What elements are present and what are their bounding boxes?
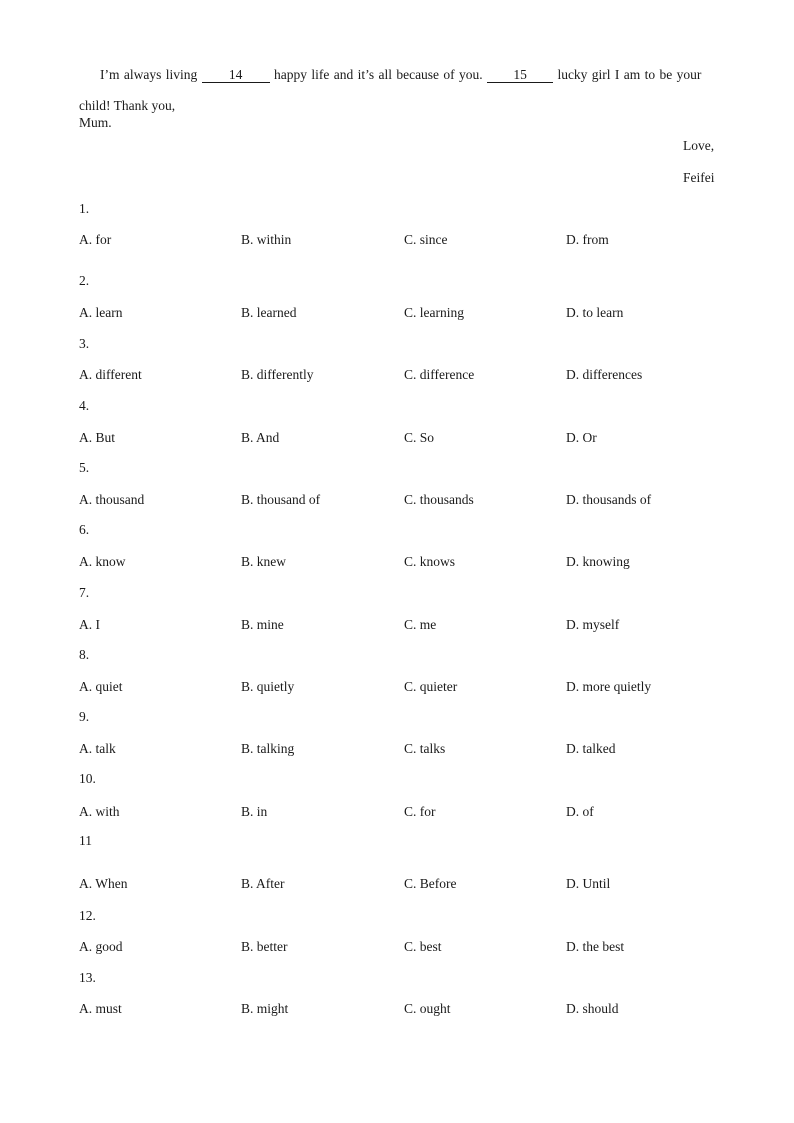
option-c: C. me [404,617,437,632]
option-d: D. differences [566,367,643,382]
option-a: A. different [79,367,142,382]
passage-text-a: I’m always living [100,67,202,82]
option-c: C. knows [404,554,456,569]
closing-signature: Feifei [683,170,715,185]
option-a: A. learn [79,305,123,320]
option-c: C. Before [404,876,457,891]
option-d: D. should [566,1001,619,1016]
blank-15: 15 [487,68,553,83]
closing-love: Love, [683,138,715,153]
option-b: B. differently [241,367,314,382]
option-a: A. good [79,939,123,954]
option-b: B. better [241,939,288,954]
option-d: D. thousands of [566,492,652,507]
option-a: A. When [79,876,128,891]
option-b: B. talking [241,741,295,756]
question-number: 9. [79,709,90,724]
question-number: 4. [79,398,90,413]
option-c: C. for [404,804,436,819]
option-d: D. Until [566,876,611,891]
option-d: D. Or [566,430,597,445]
option-b: B. knew [241,554,286,569]
option-a: A. must [79,1001,122,1016]
option-c: C. So [404,430,435,445]
option-d: D. myself [566,617,620,632]
option-d: D. of [566,804,594,819]
option-d: D. the best [566,939,625,954]
option-c: C. talks [404,741,446,756]
option-a: A. with [79,804,120,819]
option-b: B. learned [241,305,297,320]
option-c: C. since [404,232,448,247]
question-number: 11 [79,833,92,848]
question-number: 3. [79,336,90,351]
option-c: C. best [404,939,442,954]
option-d: D. more quietly [566,679,652,694]
option-a: A. I [79,617,100,632]
option-c: C. thousands [404,492,474,507]
option-a: A. thousand [79,492,145,507]
option-d: D. talked [566,741,616,756]
option-d: D. to learn [566,305,624,320]
question-number: 6. [79,522,90,537]
question-number: 8. [79,647,90,662]
option-d: D. knowing [566,554,630,569]
passage-text-b: happy life and it’s all because of you. [269,67,488,82]
passage-line-3: Mum. [79,115,112,130]
option-b: B. quietly [241,679,295,694]
option-a: A. quiet [79,679,123,694]
option-b: B. After [241,876,285,891]
option-c: C. learning [404,305,464,320]
option-b: B. might [241,1001,289,1016]
option-a: A. But [79,430,116,445]
option-c: C. ought [404,1001,451,1016]
question-number: 1. [79,201,90,216]
question-number: 10. [79,771,96,786]
question-number: 5. [79,460,90,475]
option-b: B. And [241,430,280,445]
question-number: 2. [79,273,90,288]
question-number: 13. [79,970,96,985]
option-b: B. mine [241,617,284,632]
option-b: B. in [241,804,268,819]
option-c: C. quieter [404,679,458,694]
question-number: 7. [79,585,90,600]
option-a: A. for [79,232,112,247]
option-b: B. within [241,232,292,247]
option-a: A. talk [79,741,116,756]
option-a: A. know [79,554,126,569]
passage-text-c: lucky girl I am to be your [553,67,702,82]
option-d: D. from [566,232,609,247]
passage-line-1 [100,67,701,83]
passage-line-2: child! Thank you, [79,98,176,113]
question-number: 12. [79,908,96,923]
blank-14: 14 [202,68,270,83]
option-b: B. thousand of [241,492,321,507]
option-c: C. difference [404,367,475,382]
